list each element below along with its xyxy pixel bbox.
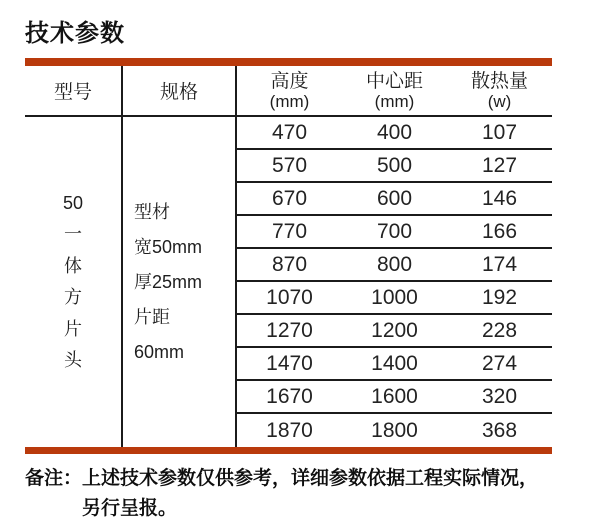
table-row (237, 216, 552, 249)
spec-line: 宽50mm (134, 236, 203, 257)
height-value: 1470 (266, 351, 313, 375)
center-distance-value: 1600 (371, 384, 418, 408)
spec-column (123, 66, 237, 447)
heat-output-value: 166 (481, 219, 518, 243)
heat-output-value: 274 (481, 351, 518, 375)
column-header-model: 型号 (25, 66, 121, 117)
header-center-distance-name: 中心距 (365, 71, 423, 92)
model-char: 一 (64, 224, 82, 244)
technical-parameters-table (25, 58, 552, 454)
data-columns (237, 66, 552, 447)
heat-output-value: 107 (481, 120, 518, 144)
column-header-spec: 规格 (123, 66, 235, 117)
data-header-row (237, 66, 552, 117)
height-value: 1270 (266, 318, 313, 342)
spec-line: 60mm (134, 341, 185, 362)
center-distance-value: 400 (376, 120, 413, 144)
center-distance-value: 700 (376, 219, 413, 243)
spec-line: 片距 (134, 306, 170, 327)
height-value: 1670 (266, 384, 313, 408)
page-title: 技术参数 (25, 20, 125, 47)
model-char: 体 (64, 255, 82, 276)
footnote-text (82, 464, 538, 524)
height-value: 670 (271, 186, 308, 210)
header-height-unit: (mm) (269, 92, 310, 111)
height-value: 570 (271, 153, 308, 177)
height-value: 1870 (266, 418, 313, 442)
footnote-line-1: 上述技术参数仅供参考，详细参数依据工程实际情况， (82, 468, 539, 489)
heat-output-value: 146 (481, 186, 518, 210)
table-body (25, 66, 552, 447)
column-header-heat-output (447, 66, 552, 115)
center-distance-value: 1200 (371, 318, 418, 342)
table-row (237, 183, 552, 216)
model-column (25, 66, 123, 447)
spec-line: 型材 (134, 201, 170, 222)
model-value-cell (25, 117, 121, 447)
header-heat-output-name: 散热量 (470, 71, 528, 92)
table-row (237, 282, 552, 315)
height-value: 470 (271, 120, 308, 144)
spec-value-cell (123, 117, 235, 447)
height-value: 1070 (266, 285, 313, 309)
table-bottom-accent-bar (25, 447, 552, 454)
center-distance-value: 600 (376, 186, 413, 210)
model-char: 头 (64, 350, 82, 370)
heat-output-value: 320 (481, 384, 518, 408)
header-heat-output-unit: (w) (487, 92, 512, 111)
column-header-center-distance (342, 66, 447, 115)
heat-output-value: 192 (481, 285, 518, 309)
footnote (25, 464, 538, 524)
header-center-distance-unit: (mm) (374, 92, 415, 111)
center-distance-value: 1400 (371, 351, 418, 375)
table-row (237, 381, 552, 414)
table-row (237, 150, 552, 183)
model-char: 方 (64, 287, 82, 307)
model-char: 50 (62, 192, 84, 213)
heat-output-value: 174 (481, 252, 518, 276)
height-value: 870 (271, 252, 308, 276)
heat-output-value: 127 (481, 153, 518, 177)
footnote-line-2: 另行呈报。 (82, 498, 178, 519)
table-row (237, 414, 552, 447)
column-header-height (237, 66, 342, 115)
table-top-accent-bar (25, 58, 552, 66)
center-distance-value: 1000 (371, 285, 418, 309)
footnote-label: 备注： (25, 468, 83, 489)
table-row (237, 249, 552, 282)
height-value: 770 (271, 219, 308, 243)
center-distance-value: 800 (376, 252, 413, 276)
model-char: 片 (64, 318, 82, 339)
center-distance-value: 1800 (371, 418, 418, 442)
table-row (237, 117, 552, 150)
header-height-name: 高度 (270, 71, 309, 92)
spec-line: 厚25mm (134, 271, 203, 292)
table-row (237, 348, 552, 381)
heat-output-value: 228 (481, 318, 518, 342)
center-distance-value: 500 (376, 153, 413, 177)
table-row (237, 315, 552, 348)
heat-output-value: 368 (481, 418, 518, 442)
